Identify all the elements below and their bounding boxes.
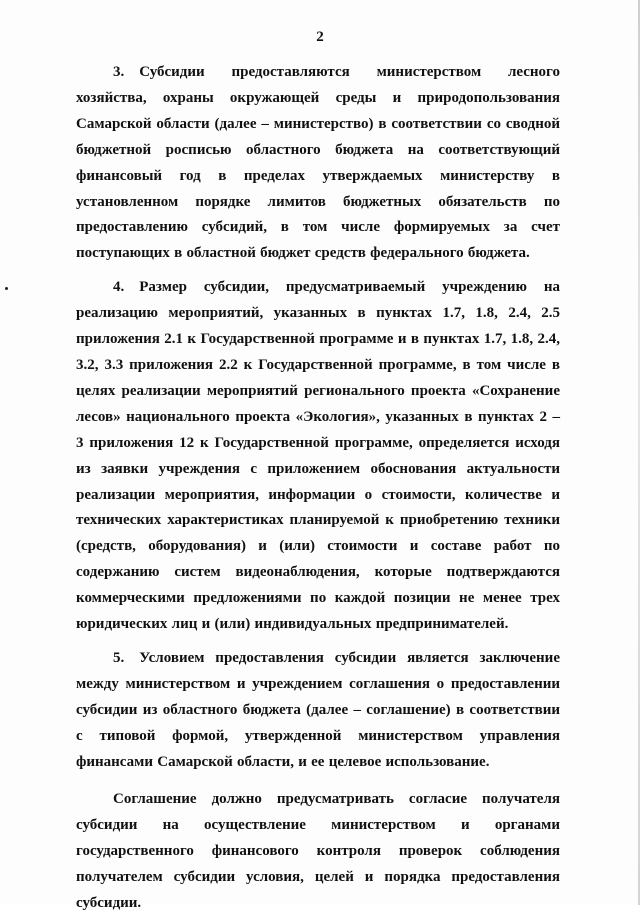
- paragraph-4-subsidy-amount: 4. Размер субсидии, предусматриваемый учреждению на реализацию мероприятий, указанных в пунктах 1.7, 1.8, 2.4, 2.5 приложения 2.1 к Государственной программе и в пунктах 1.7, 1.8, 2.4, 3.2, 3.3 приложения 2.2 к Государственной программе, в том числе в целях реализации мероприятий регионального проекта «Сохранение лесов» национального проекта «Экология», указанных в пунктах 2 – 3 приложения 12 к Государственной программе, определяется исходя из заявки учреждения с приложением обоснования актуальности реализации мероприятия, информации о стоимости, количестве и технических характеристиках планируемой к приобретению техники (средств, оборудования) и (или) стоимости и составе работ по содержанию систем видеонаблюдения, которые подтверждаются коммерческими предложениями по каждой позиции не менее трех юридических лиц и (или) индивидуальных предпринимателей.: [76, 279, 560, 633]
- paragraph-agreement-consent: Соглашение должно предусматривать согласие получателя субсидии на осуществление министерством и органами государственного финансового контроля проверок соблюдения получателем субсидии условия, целей и порядка предоставления субсидии.: [76, 791, 560, 912]
- margin-mark: [5, 287, 8, 290]
- document-body: [76, 60, 560, 917]
- page-number: 2: [316, 29, 324, 45]
- paragraph-3-subsidy-provision: 3. Субсидии предоставляются министерством лесного хозяйства, охраны окружающей среды и природопользования Самарской области (далее – министерство) в соответствии со сводной бюджетной росписью областного бюджета на соответствующий финансовый год в пределах утверждаемых министерству в установленном порядке лимитов бюджетных обязательств по предоставлению субсидий, в том числе формируемых за счет поступающих в областной бюджет средств федерального бюджета.: [76, 64, 560, 262]
- paragraph-5-subsidy-condition: 5. Условием предоставления субсидии является заключение между министерством и учреждением соглашения о предоставлении субсидии из областного бюджета (далее – соглашение) в соответствии с типовой формой, утвержденной министерством управления финансами Самарской области, и ее целевое использование.: [76, 649, 560, 770]
